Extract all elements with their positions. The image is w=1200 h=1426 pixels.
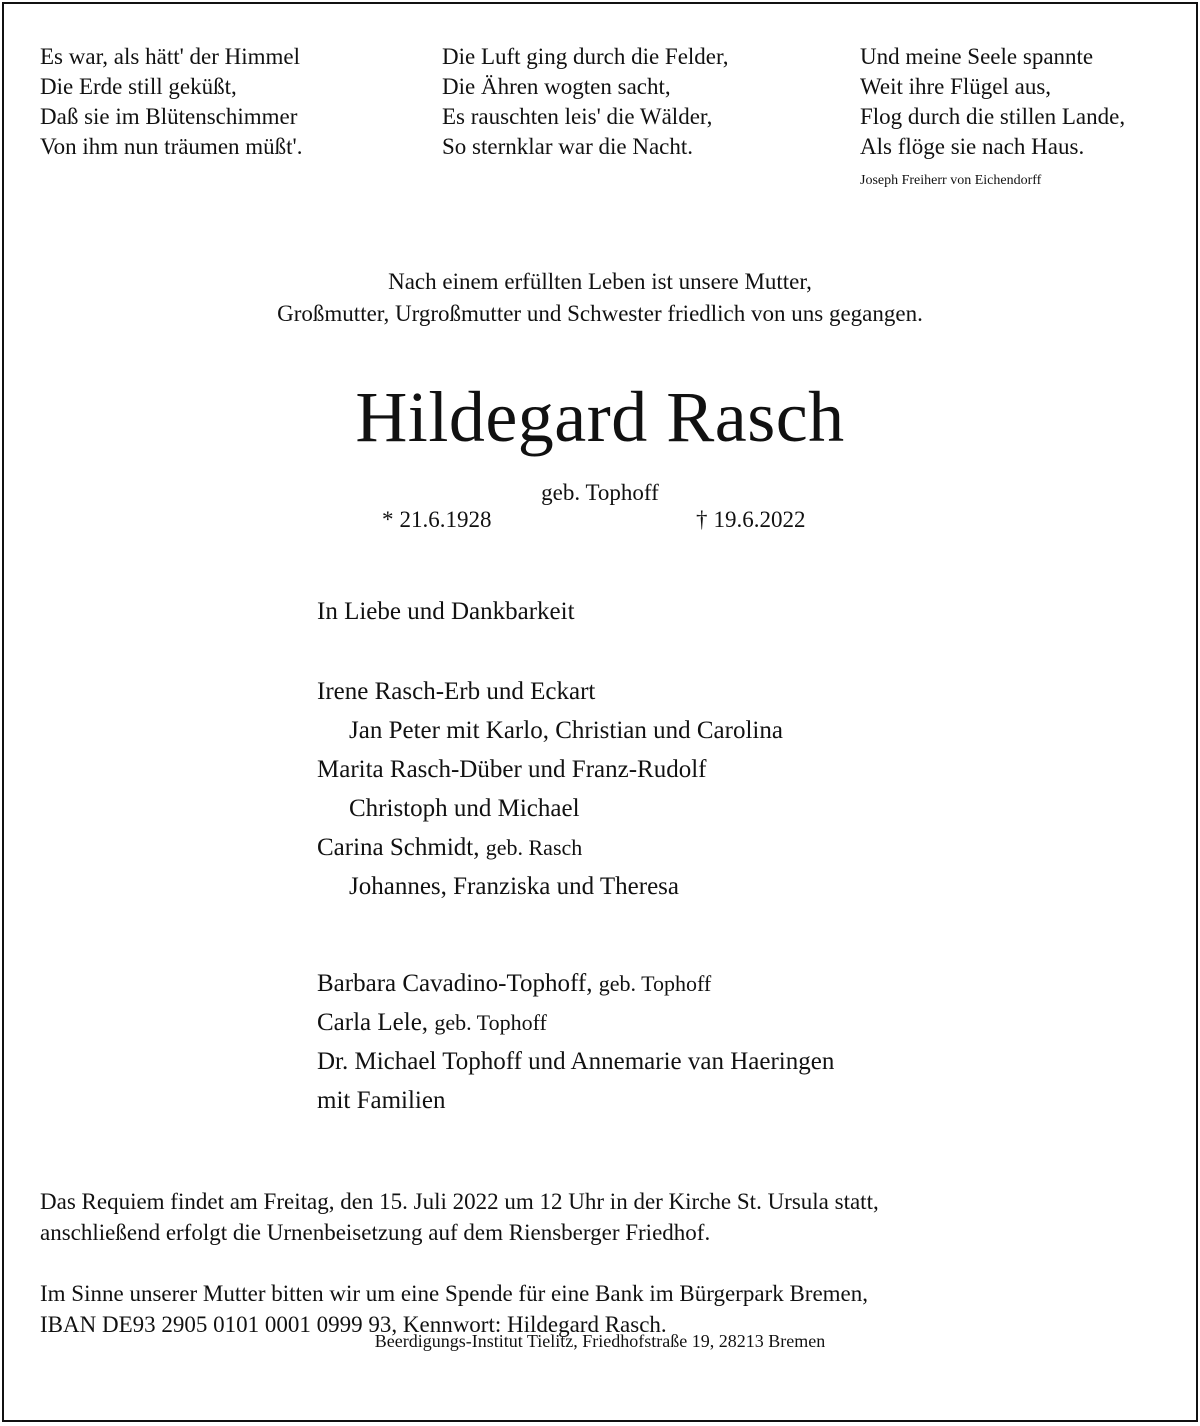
birth-date-line <box>382 506 492 534</box>
notice-line: Das Requiem findet am Freitag, den 15. Juli 2022 um 12 Uhr in der Kirche St. Ursula statt, <box>40 1189 879 1214</box>
death-symbol: † <box>696 507 708 532</box>
poem-line: Die Luft ging durch die Felder, <box>442 44 729 69</box>
family-line <box>317 750 783 789</box>
family-name: mit Familien <box>317 1087 446 1114</box>
family-line <box>317 867 783 906</box>
poem-stanza-3 <box>860 42 1125 190</box>
poem-line: Die Ähren wogten sacht, <box>442 74 671 99</box>
poem-line: Weit ihre Flügel aus, <box>860 74 1052 99</box>
family-line <box>317 964 834 1003</box>
poem-stanza-2 <box>442 42 729 162</box>
family-line <box>317 1003 834 1042</box>
birth-symbol: * <box>382 507 394 532</box>
family-name: Irene Rasch-Erb und Eckart <box>317 678 596 705</box>
poem-stanza-1 <box>40 42 302 162</box>
notice-line: anschließend erfolgt die Urnenbeisetzung auf dem Riensberger Friedhof. <box>40 1220 711 1245</box>
poem-line: Und meine Seele spannte <box>860 44 1094 69</box>
maiden-name: geb. Tophoff <box>598 971 712 996</box>
family-name: Christoph und Michael <box>349 795 580 822</box>
intro-line: Nach einem erfüllten Leben ist unsere Mutter, <box>388 269 812 294</box>
family-group-children <box>317 672 783 906</box>
undertaker-address: Beerdigungs-Institut Tielitz, Friedhofstraße 19, 28213 Bremen <box>374 1331 826 1351</box>
poem-line: So sternklar war die Nacht. <box>442 134 694 159</box>
family-line <box>317 1081 834 1120</box>
family-line <box>317 1042 834 1081</box>
requiem-notice <box>40 1186 879 1248</box>
family-line <box>317 672 783 711</box>
maiden-name: geb. Rasch <box>485 835 583 860</box>
notice-line: IBAN DE93 2905 0101 0001 0999 93, Kennwort: Hildegard Rasch. <box>40 1312 667 1337</box>
family-name: Dr. Michael Tophoff und Annemarie van Haeringen <box>317 1048 835 1075</box>
poem-line: Von ihm nun träumen müßt'. <box>40 134 303 159</box>
family-line <box>317 789 783 828</box>
poem-line: Als flöge sie nach Haus. <box>860 134 1085 159</box>
death-date: 19.6.2022 <box>713 507 806 532</box>
family-line <box>317 711 783 750</box>
poem-line: Daß sie im Blütenschimmer <box>40 104 298 129</box>
poem-line: Flog durch die stillen Lande, <box>860 104 1126 129</box>
obituary-notice <box>2 2 1198 1422</box>
family-line <box>317 828 783 867</box>
poem-line: Es rauschten leis' die Wälder, <box>442 104 713 129</box>
family-name: Johannes, Franziska und Theresa <box>349 873 680 900</box>
maiden-name: geb. Tophoff <box>434 1010 547 1035</box>
birth-date: 21.6.1928 <box>399 507 492 532</box>
family-name: Carina Schmidt, <box>317 834 480 861</box>
intro-line: Großmutter, Urgroßmutter und Schwester friedlich von uns gegangen. <box>277 301 923 326</box>
poem-line: Es war, als hätt' der Himmel <box>40 44 300 69</box>
intro-text <box>4 266 1196 330</box>
deceased-name: Hildegard Rasch <box>355 377 845 457</box>
family-name: Marita Rasch-Düber und Franz-Rudolf <box>317 756 707 783</box>
family-name: Carla Lele, <box>317 1009 429 1036</box>
poem-line: Die Erde still geküßt, <box>40 74 237 99</box>
closing-text: In Liebe und Dankbarkeit <box>317 598 575 625</box>
poem-author: Joseph Freiherr von Eichendorff <box>860 173 1042 188</box>
death-date-line <box>696 506 806 534</box>
family-group-siblings <box>317 964 834 1120</box>
birth-name: geb. Tophoff <box>541 480 659 505</box>
notice-line: Im Sinne unserer Mutter bitten wir um eine Spende für eine Bank im Bürgerpark Bremen, <box>40 1281 868 1306</box>
closing-phrase <box>317 592 575 631</box>
family-name: Jan Peter mit Karlo, Christian und Carolina <box>349 717 783 744</box>
family-name: Barbara Cavadino-Tophoff, <box>317 970 593 997</box>
